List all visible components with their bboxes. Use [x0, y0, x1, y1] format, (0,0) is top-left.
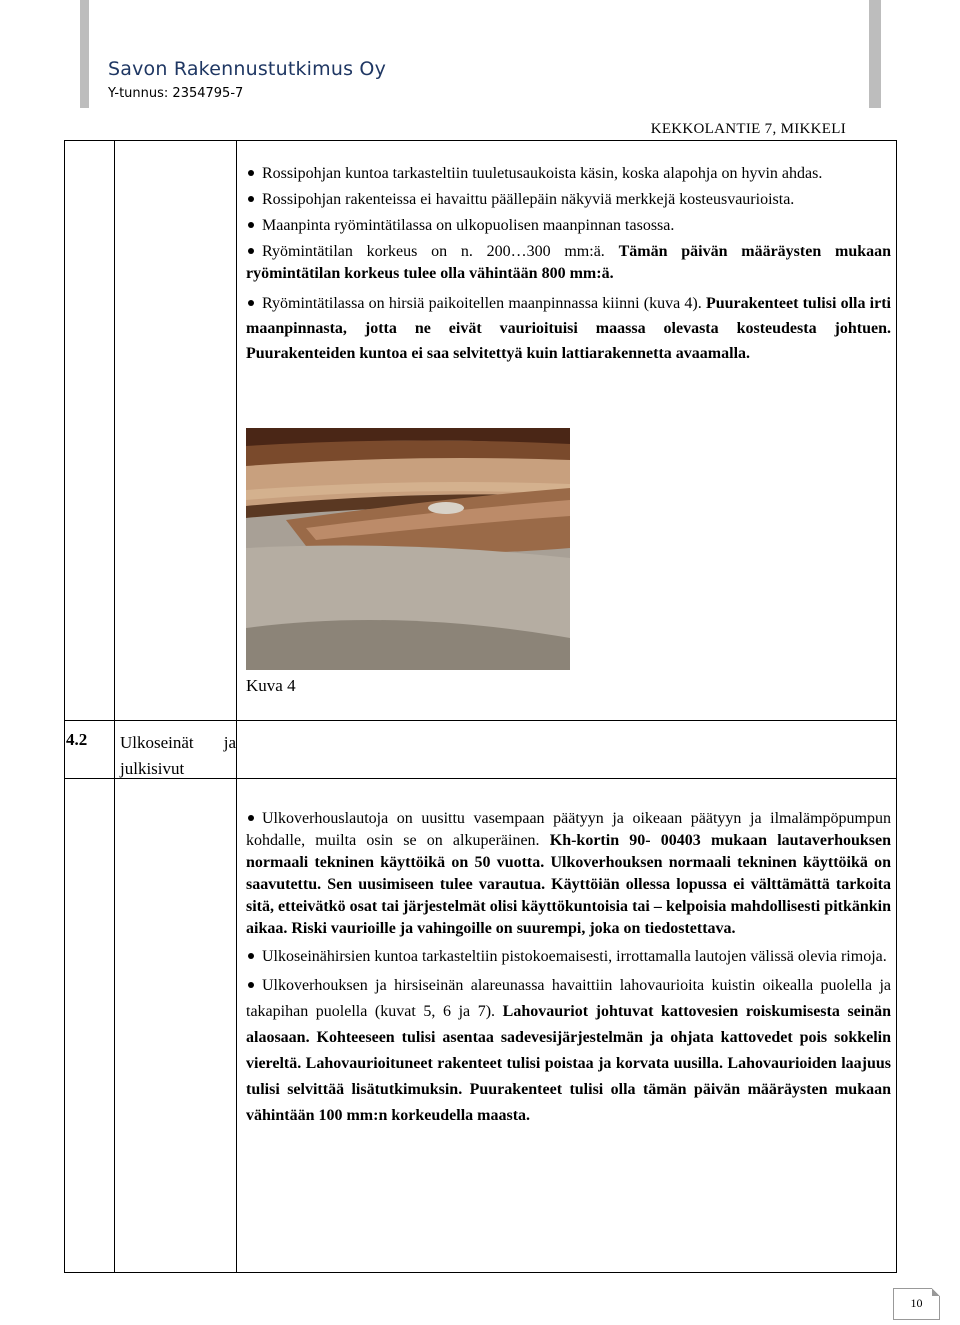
page-number: 10	[893, 1288, 940, 1320]
list-item: Ulkoseinähirsien kuntoa tarkasteltiin pistokoemaisesti, irrottamalla lautojen välissä olevia rimoja.	[246, 944, 891, 969]
section-number: 4.2	[66, 730, 88, 749]
crawlspace-bullets	[246, 163, 891, 366]
table-row-divider-1	[64, 720, 897, 721]
bullet-icon	[248, 300, 254, 306]
bullet-icon	[248, 953, 254, 959]
list-item: Ulkoverhouksen ja hirsiseinän alareunassa havaittiin lahovaurioita kuistin oikealla puolella ja takapihan puolella (kuvat 5, 6 ja 7). Lahovauriot johtuvat kattovesien roiskumisesta seinän alaosaan. Kohteeseen tulisi asentaa sadevesijärjestelmän ja ohjata kattovedet pois sokkelin viereltä. Lahovaurioituneet rakenteet tulisi poistaa ja korvata uusilla. Lahovaurioiden laajuus tulisi selvittää lisätutkimuksin. Puurakenteet tulisi olla tämän päivän määräysten mukaan vähintään 100 mm:n korkeudella maasta.	[246, 977, 892, 1124]
table-border-top	[64, 140, 897, 141]
table-border-right	[896, 140, 897, 1272]
photo-caption: Kuva 4	[246, 676, 296, 695]
header-bar-right	[869, 0, 881, 108]
table-col-divider-2	[236, 140, 237, 1272]
company-name: Savon Rakennustutkimus Oy	[108, 58, 387, 80]
facade-bullets	[246, 808, 891, 1129]
bullet-icon	[248, 248, 254, 254]
bullet-icon	[248, 170, 254, 176]
bullet-icon	[248, 982, 254, 988]
list-item: Ryömintätilassa on hirsiä paikoitellen maanpinnassa kiinni (kuva 4). Puurakenteet tulisi olla irti maanpinnasta, jotta ne eivät vaurioituisi maassa olevasta kosteudesta johtuen. Puurakenteiden kuntoa ei saa selvitettyä kuin lattiarakennetta avaamalla.	[246, 295, 891, 362]
table-border-bottom	[64, 1272, 897, 1273]
section-title: Ulkoseinät ja julkisivut	[120, 733, 236, 778]
bullet-icon	[248, 815, 254, 821]
list-item: Rossipohjan rakenteissa ei havaittu päällepäin näkyviä merkkejä kosteusvaurioista.	[246, 189, 891, 211]
bullet-icon	[248, 222, 254, 228]
list-item: Ulkoverhouslautoja on uusittu vasempaan päätyyn ja oikeaan päätyyn ja ilmalämpöpumpun kohdalle, muilta osin se on alkuperäinen. Kh-kortin 90- 00403 mukaan lautaverhouksen normaali tekninen käyttöikä on 50 vuotta. Ulkoverhouksen normaali tekninen käyttöikä on saavutettu. Sen uusimiseen tulee varautua. Käyttöiän ollessa lopussa ei välttämättä tarkoita sitä, etteivätkö osat tai järjestelmät olisi käyttökuntoisia tai – kelpoisia mahdollisesti pitkänkin aikaa. Riski vaurioille ja vahingoille on suurempi, joka on tiedostettava.	[246, 810, 891, 937]
header-bar-left	[80, 0, 89, 108]
table-col-divider-1	[114, 140, 115, 1272]
table-border-left	[64, 140, 65, 1272]
business-id: Y-tunnus: 2354795-7	[108, 86, 244, 101]
property-address: KEKKOLANTIE 7, MIKKELI	[650, 121, 846, 137]
list-item: Maanpinta ryömintätilassa on ulkopuolisen maanpinnan tasossa.	[246, 215, 891, 237]
bullet-icon	[248, 196, 254, 202]
list-item: Rossipohjan kuntoa tarkasteltiin tuuletusaukoista käsin, koska alapohja on hyvin ahdas.	[246, 163, 891, 185]
crawlspace-photo	[246, 428, 570, 670]
list-item: Ryömintätilan korkeus on n. 200…300 mm:ä. Tämän päivän määräysten mukaan ryömintätilan korkeus tulee olla vähintään 800 mm:ä.	[246, 243, 892, 282]
